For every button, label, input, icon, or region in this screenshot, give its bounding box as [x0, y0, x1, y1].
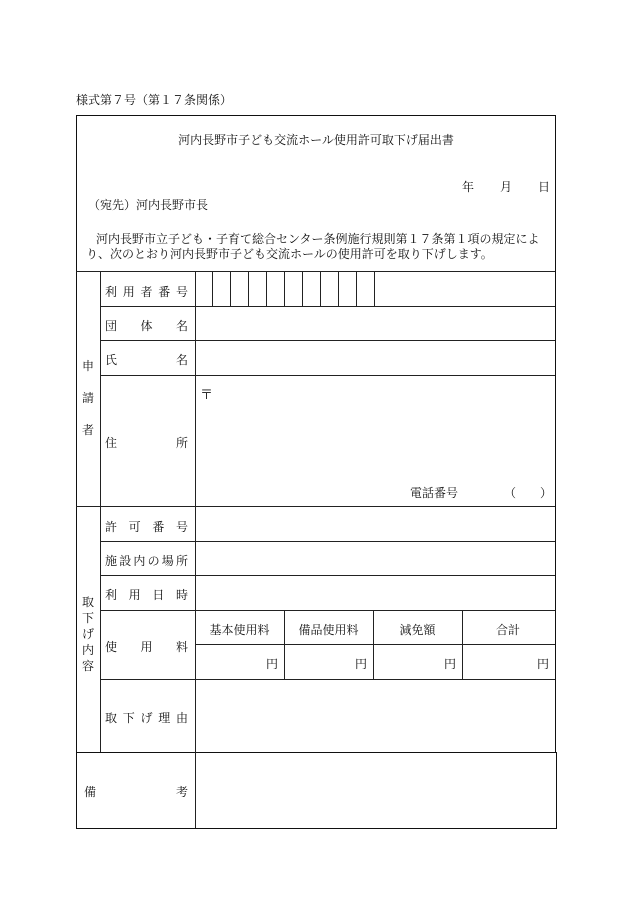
user-number-label: 利用者番号 — [105, 285, 188, 299]
phone-field[interactable] — [470, 480, 553, 502]
permit-number-label: 許可番号 — [105, 520, 188, 534]
usage-datetime-field[interactable] — [196, 576, 554, 609]
digit-box-line — [302, 271, 303, 306]
group-name-label: 団体名 — [105, 319, 188, 333]
name-field[interactable] — [196, 341, 554, 374]
remarks-label-1: 備 — [84, 785, 97, 799]
usage-datetime-label: 利用日時 — [105, 588, 188, 602]
phone-label: 電話番号 — [410, 486, 459, 500]
address-field[interactable] — [214, 380, 554, 470]
fee-col-total: 合計 — [495, 623, 520, 637]
fee-col-equipment: 備品使用料 — [298, 623, 359, 637]
digit-box-line — [212, 271, 213, 306]
form-title: 河内長野市子ども交流ホール使用許可取下げ届出書 — [178, 133, 454, 147]
body-text: 河内長野市立子ども・子育て総合センター条例施行規則第１７条第１項の規定により、次のとおり河内長野市子ども交流ホールの使用許可を取り下げします。 — [86, 232, 540, 261]
remarks-field[interactable] — [196, 753, 554, 827]
phone-parens: （ ） — [504, 486, 553, 500]
applicant-section-label: 申 請 者 — [81, 359, 94, 437]
digit-box-line — [338, 271, 339, 306]
date-year[interactable]: 年 — [462, 180, 475, 194]
grid-line — [100, 375, 555, 376]
place-field[interactable] — [196, 542, 554, 574]
address-label: 住所 — [105, 436, 188, 450]
digit-box-line — [320, 271, 321, 306]
group-name-field[interactable] — [196, 307, 554, 339]
digit-box-line — [284, 271, 285, 306]
reason-label: 取下げ理由 — [105, 711, 188, 725]
place-label: 施設内の場所 — [105, 554, 188, 568]
date-day[interactable]: 日 — [538, 180, 551, 194]
user-number-field[interactable] — [375, 272, 554, 305]
digit-box-line — [248, 271, 249, 306]
date-month[interactable]: 月 — [500, 180, 513, 194]
fee-reduction-yen[interactable]: 円 — [444, 657, 457, 671]
withdrawal-section-label: 取 下 げ 内 容 — [81, 595, 94, 673]
grid-line — [100, 610, 555, 611]
form-number: 様式第７号（第１７条関係） — [76, 93, 233, 107]
fee-label: 使用料 — [105, 640, 188, 654]
permit-number-field[interactable] — [196, 507, 554, 540]
recipient: （宛先）河内長野市長 — [88, 198, 209, 212]
fee-col-reduction: 減免額 — [399, 623, 436, 637]
fee-total-yen[interactable]: 円 — [537, 657, 550, 671]
fee-basic-yen[interactable]: 円 — [266, 657, 279, 671]
digit-box-line — [266, 271, 267, 306]
reason-field[interactable] — [196, 680, 554, 750]
postal-mark: 〒 — [200, 388, 214, 403]
fee-equipment-yen[interactable]: 円 — [355, 657, 368, 671]
grid-line — [195, 644, 555, 645]
fee-col-basic: 基本使用料 — [209, 623, 270, 637]
digit-box-line — [356, 271, 357, 306]
remarks-label-2: 考 — [176, 785, 189, 799]
name-label: 氏名 — [105, 353, 188, 367]
digit-box-line — [230, 271, 231, 306]
